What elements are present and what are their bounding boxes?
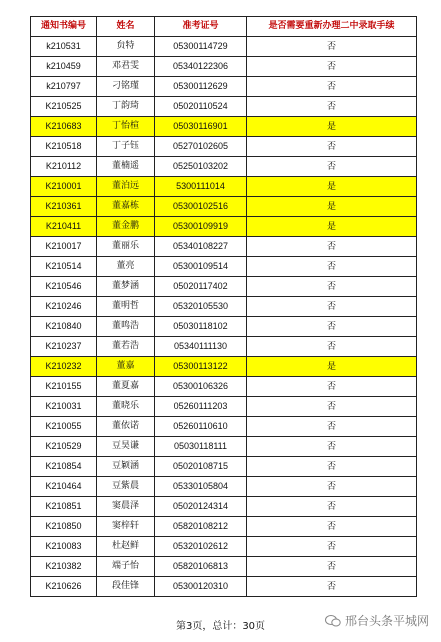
student-name-cell: 董明哲: [97, 297, 155, 317]
student-name-cell: 贠特: [97, 37, 155, 57]
table-row: [31, 377, 417, 397]
exam-id-cell: 05300113122: [155, 357, 247, 377]
student-name-cell: 董鸣浩: [97, 317, 155, 337]
student-name-cell: 董泊远: [97, 177, 155, 197]
column-header-name: 姓名: [97, 17, 155, 37]
student-name-cell: 窦梓轩: [97, 517, 155, 537]
student-name-cell: 豆颖涵: [97, 457, 155, 477]
table-row: [31, 517, 417, 537]
student-name-cell: 董依诺: [97, 417, 155, 437]
notice-id-cell: K210464: [31, 477, 97, 497]
redo-required-cell: 否: [247, 557, 417, 577]
notice-id-cell: K210514: [31, 257, 97, 277]
student-name-cell: 豆昊谦: [97, 437, 155, 457]
student-name-cell: 丁韵琦: [97, 97, 155, 117]
student-name-cell: 段佳锋: [97, 577, 155, 597]
notice-id-cell: K210850: [31, 517, 97, 537]
table-row: [31, 117, 417, 137]
table-row: [31, 197, 417, 217]
table-row: [31, 537, 417, 557]
notice-id-cell: K210031: [31, 397, 97, 417]
wechat-icon: [325, 615, 341, 627]
student-name-cell: 端子怡: [97, 557, 155, 577]
notice-id-cell: K210411: [31, 217, 97, 237]
exam-id-cell: 05320105530: [155, 297, 247, 317]
redo-required-cell: 否: [247, 457, 417, 477]
exam-id-cell: 05020124314: [155, 497, 247, 517]
table-row: [31, 337, 417, 357]
student-name-cell: 董夏嘉: [97, 377, 155, 397]
redo-required-cell: 否: [247, 97, 417, 117]
exam-id-cell: 05300106326: [155, 377, 247, 397]
column-header-redo-required: 是否需要重新办理二中录取手续: [247, 17, 417, 37]
student-name-cell: 董楠遥: [97, 157, 155, 177]
exam-id-cell: 05030116901: [155, 117, 247, 137]
notice-id-cell: K210232: [31, 357, 97, 377]
notice-id-cell: K210546: [31, 277, 97, 297]
redo-required-cell: 否: [247, 37, 417, 57]
exam-id-cell: 05340122306: [155, 57, 247, 77]
student-name-cell: 刁铭瑾: [97, 77, 155, 97]
redo-required-cell: 否: [247, 317, 417, 337]
notice-id-cell: K210529: [31, 437, 97, 457]
admission-table-container: [30, 16, 416, 597]
redo-required-cell: 是: [247, 117, 417, 137]
student-name-cell: 邓君雯: [97, 57, 155, 77]
student-name-cell: 董嘉: [97, 357, 155, 377]
redo-required-cell: 否: [247, 337, 417, 357]
student-name-cell: 豆紫晨: [97, 477, 155, 497]
table-row: [31, 397, 417, 417]
notice-id-cell: K210683: [31, 117, 97, 137]
table-body: [31, 37, 417, 597]
watermark: [325, 612, 429, 629]
table-row: [31, 557, 417, 577]
notice-id-cell: K210017: [31, 237, 97, 257]
admission-table: [30, 16, 417, 597]
redo-required-cell: 是: [247, 177, 417, 197]
student-name-cell: 董嘉栋: [97, 197, 155, 217]
redo-required-cell: 是: [247, 217, 417, 237]
page-footer: 第3页，总计：30页: [175, 621, 266, 632]
student-name-cell: 董晓乐: [97, 397, 155, 417]
table-row: [31, 357, 417, 377]
table-row: [31, 477, 417, 497]
exam-id-cell: 05030118102: [155, 317, 247, 337]
redo-required-cell: 否: [247, 437, 417, 457]
exam-id-cell: 05340108227: [155, 237, 247, 257]
notice-id-cell: K210840: [31, 317, 97, 337]
exam-id-cell: 05020108715: [155, 457, 247, 477]
notice-id-cell: K210246: [31, 297, 97, 317]
exam-id-cell: 05820108212: [155, 517, 247, 537]
table-row: [31, 257, 417, 277]
exam-id-cell: 05300120310: [155, 577, 247, 597]
notice-id-cell: K210626: [31, 577, 97, 597]
exam-id-cell: 05300112629: [155, 77, 247, 97]
table-row: [31, 417, 417, 437]
redo-required-cell: 否: [247, 397, 417, 417]
exam-id-cell: 5300111014: [155, 177, 247, 197]
table-row: [31, 497, 417, 517]
exam-id-cell: 05270102605: [155, 137, 247, 157]
table-row: [31, 237, 417, 257]
student-name-cell: 董亮: [97, 257, 155, 277]
redo-required-cell: 否: [247, 277, 417, 297]
exam-id-cell: 05300109919: [155, 217, 247, 237]
student-name-cell: 董梦涵: [97, 277, 155, 297]
exam-id-cell: 05030118111: [155, 437, 247, 457]
redo-required-cell: 否: [247, 497, 417, 517]
notice-id-cell: K210518: [31, 137, 97, 157]
redo-required-cell: 是: [247, 197, 417, 217]
exam-id-cell: 05260111203: [155, 397, 247, 417]
exam-id-cell: 05300114729: [155, 37, 247, 57]
redo-required-cell: 否: [247, 477, 417, 497]
exam-id-cell: 05330105804: [155, 477, 247, 497]
redo-required-cell: 否: [247, 377, 417, 397]
redo-required-cell: 否: [247, 417, 417, 437]
redo-required-cell: 否: [247, 517, 417, 537]
exam-id-cell: 05020117402: [155, 277, 247, 297]
notice-id-cell: K210055: [31, 417, 97, 437]
notice-id-cell: k210531: [31, 37, 97, 57]
student-name-cell: 董金鹏: [97, 217, 155, 237]
exam-id-cell: 05820106813: [155, 557, 247, 577]
redo-required-cell: 是: [247, 357, 417, 377]
redo-required-cell: 否: [247, 137, 417, 157]
exam-id-cell: 05340111130: [155, 337, 247, 357]
notice-id-cell: K210525: [31, 97, 97, 117]
notice-id-cell: K210361: [31, 197, 97, 217]
table-header-row: [31, 17, 417, 37]
table-row: [31, 297, 417, 317]
table-row: [31, 37, 417, 57]
notice-id-cell: K210001: [31, 177, 97, 197]
redo-required-cell: 否: [247, 157, 417, 177]
table-row: [31, 317, 417, 337]
redo-required-cell: 否: [247, 77, 417, 97]
student-name-cell: 董若浩: [97, 337, 155, 357]
student-name-cell: 丁子钰: [97, 137, 155, 157]
redo-required-cell: 否: [247, 577, 417, 597]
exam-id-cell: 05250103202: [155, 157, 247, 177]
table-row: [31, 217, 417, 237]
exam-id-cell: 05300109514: [155, 257, 247, 277]
exam-id-cell: 05260110610: [155, 417, 247, 437]
notice-id-cell: K210237: [31, 337, 97, 357]
student-name-cell: 丁怡楦: [97, 117, 155, 137]
notice-id-cell: K210155: [31, 377, 97, 397]
notice-id-cell: K210112: [31, 157, 97, 177]
watermark-text: 邢台头条平城网: [344, 614, 429, 628]
exam-id-cell: 05320102612: [155, 537, 247, 557]
table-row: [31, 97, 417, 117]
redo-required-cell: 否: [247, 257, 417, 277]
student-name-cell: 杜赵鲜: [97, 537, 155, 557]
notice-id-cell: K210851: [31, 497, 97, 517]
notice-id-cell: k210797: [31, 77, 97, 97]
column-header-notice-id: 通知书编号: [31, 17, 97, 37]
table-row: [31, 77, 417, 97]
table-row: [31, 437, 417, 457]
notice-id-cell: K210083: [31, 537, 97, 557]
exam-id-cell: 05300102516: [155, 197, 247, 217]
table-row: [31, 57, 417, 77]
column-header-exam-id: 准考证号: [155, 17, 247, 37]
student-name-cell: 董丽乐: [97, 237, 155, 257]
student-name-cell: 窦晨泽: [97, 497, 155, 517]
notice-id-cell: k210459: [31, 57, 97, 77]
table-row: [31, 277, 417, 297]
table-row: [31, 157, 417, 177]
redo-required-cell: 否: [247, 237, 417, 257]
redo-required-cell: 否: [247, 537, 417, 557]
notice-id-cell: K210854: [31, 457, 97, 477]
table-row: [31, 177, 417, 197]
notice-id-cell: K210382: [31, 557, 97, 577]
table-row: [31, 577, 417, 597]
table-row: [31, 137, 417, 157]
exam-id-cell: 05020110524: [155, 97, 247, 117]
redo-required-cell: 否: [247, 297, 417, 317]
redo-required-cell: 否: [247, 57, 417, 77]
table-row: [31, 457, 417, 477]
